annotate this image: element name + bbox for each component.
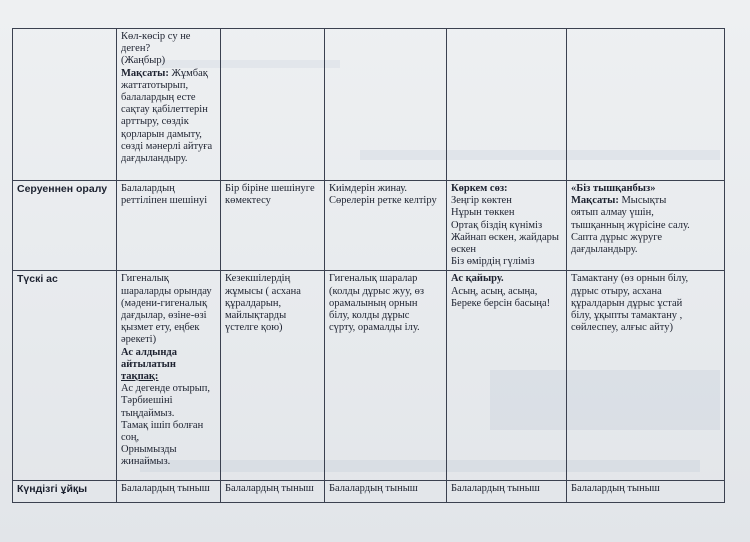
cell-line: Киімдерін жинау. — [329, 183, 408, 194]
rhyme-label: тақпақ: — [121, 371, 159, 383]
cell-line: құралдарын дұрыс ұстай — [571, 297, 683, 309]
row-walk-return — [13, 181, 725, 271]
cell-line: майлықтарды — [225, 310, 287, 322]
cell-line: Бір біріне шешінуге — [225, 183, 315, 194]
rhyme-line: соң, — [121, 432, 140, 444]
row-title: Серуеннен оралу — [13, 181, 117, 271]
cell-line: Тамактану (өз орнын білу, — [571, 273, 689, 285]
riddle-line: деген? — [121, 43, 151, 55]
cell-line: реттіліпен шешінуі — [121, 195, 208, 207]
lunch-cell-5 — [447, 271, 567, 481]
cell-line: Гигеналық шаралар — [329, 273, 418, 285]
poem-line: Зеңгір көктен — [451, 195, 512, 207]
riddle-line: Көл-көсір су не — [121, 31, 191, 42]
riddle-cell — [117, 29, 221, 181]
game-title: «Біз тышқанбыз» — [571, 183, 656, 194]
nap-cell: Балалардың тыныш — [567, 481, 725, 503]
goal-label: Мақсаты: — [121, 67, 169, 79]
goal-label: Мақсаты: — [571, 195, 619, 207]
cell-line: (мәдени-гигеналық — [121, 297, 208, 309]
rhyme-line: жинаймыз. — [121, 456, 171, 468]
lunch-cell-2 — [117, 271, 221, 481]
cell-line: Гигеналық — [121, 273, 169, 285]
poem-line: Ортақ біздің күніміз — [451, 219, 543, 231]
row-lunch — [13, 271, 725, 481]
goal-text: балалардың есте — [121, 92, 196, 104]
lunch-cell-6 — [567, 271, 725, 481]
walk-cell-6 — [567, 181, 725, 271]
nap-cell: Балалардың тыныш — [325, 481, 447, 503]
empty-cell — [325, 29, 447, 181]
goal-text: сақтау қабілеттерін — [121, 104, 208, 116]
cell-line: үстелге қою) — [225, 322, 283, 334]
goal-text: Сапта дұрыс жүруге — [571, 231, 663, 243]
cell-line: Кезекшілердің — [225, 273, 291, 285]
cell-line: орамалының орнын — [329, 297, 418, 309]
goal-text: қорларын дамыту, — [121, 128, 202, 140]
empty-cell — [447, 29, 567, 181]
cell-line: шараларды орындау — [121, 285, 212, 297]
cell-line: білу, ұқыпты тамактану , — [571, 310, 683, 322]
empty-cell — [221, 29, 325, 181]
nap-cell: Балалардың тыныш — [221, 481, 325, 503]
empty-cell — [567, 29, 725, 181]
poem-title: Көркем сөз: — [451, 183, 508, 194]
row-riddle — [13, 29, 725, 181]
walk-cell-4 — [325, 181, 447, 271]
rhyme-line: Тәрбиешіні — [121, 395, 173, 407]
blessing-line: Береке берсін басыңа! — [451, 297, 551, 309]
rhyme-label: айтылатын — [121, 358, 176, 370]
cell-line: құралдарын, — [225, 297, 282, 309]
blessing-title: Ас қайыру. — [451, 273, 504, 285]
goal-text: Жұмбақ — [168, 67, 208, 79]
cell-line: дұрыс отыру, асхана — [571, 285, 662, 297]
goal-text: тышқанның жүрісіне салу. — [571, 219, 690, 231]
cell-line: жұмысы ( асхана — [225, 285, 301, 297]
blessing-line: Асың, асың, асыңа, — [451, 285, 538, 297]
cell-line: әрекеті) — [121, 334, 157, 346]
cell-line: Сөрелерін ретке келтіру — [329, 195, 437, 207]
walk-cell-2 — [117, 181, 221, 271]
goal-text: дағдыландыру. — [571, 244, 638, 256]
goal-text: дағдыландыру. — [121, 153, 188, 165]
cell-line: көмектесу — [225, 195, 271, 207]
nap-cell: Балалардың тыныш — [447, 481, 567, 503]
walk-cell-3 — [221, 181, 325, 271]
riddle-answer: (Жаңбыр) — [121, 55, 166, 67]
lunch-cell-3 — [221, 271, 325, 481]
row-riddle-label — [13, 29, 117, 181]
row-title: Күндізгі ұйқы — [13, 481, 117, 503]
cell-line: сөйлеспеу, алғыс айту) — [571, 322, 673, 334]
rhyme-line: Тамақ ішіп болған — [121, 419, 204, 431]
poem-line: Біз өмірдің гүліміз — [451, 256, 535, 268]
goal-text: Мысықты — [618, 195, 667, 207]
cell-line: білу, колды дұрыс — [329, 310, 410, 322]
row-title: Түскі ас — [13, 271, 117, 481]
goal-text: сөзді мәнерлі айтуға — [121, 140, 213, 152]
walk-cell-5 — [447, 181, 567, 271]
poem-line: өскен — [451, 244, 477, 256]
cell-line: қызмет ету, еңбек — [121, 322, 200, 334]
rhyme-label: Ас алдында — [121, 346, 177, 358]
poem-line: Нұрын төккен — [451, 207, 515, 219]
goal-text: оятып алмау үшін, — [571, 207, 654, 219]
nap-cell: Балалардың тыныш — [117, 481, 221, 503]
rhyme-line: Орнымызды — [121, 444, 177, 456]
poem-line: Жайнап өскен, жайдары — [451, 231, 559, 243]
cell-line: сүрту, орамалды ілу. — [329, 322, 420, 334]
row-nap — [13, 481, 725, 503]
rhyme-line: Ас дегенде отырып, — [121, 383, 210, 395]
rhyme-line: тыңдаймыз. — [121, 407, 175, 419]
cell-line: Балалардың — [121, 183, 175, 194]
lunch-cell-4 — [325, 271, 447, 481]
cell-line: дағдылар, өзіне-өзі — [121, 310, 207, 322]
goal-text: арттыру, сөздік — [121, 116, 189, 128]
daily-plan-table — [12, 28, 725, 503]
cell-line: (колды дұрыс жуу, өз — [329, 285, 424, 297]
goal-text: жаттатотырып, — [121, 79, 189, 91]
